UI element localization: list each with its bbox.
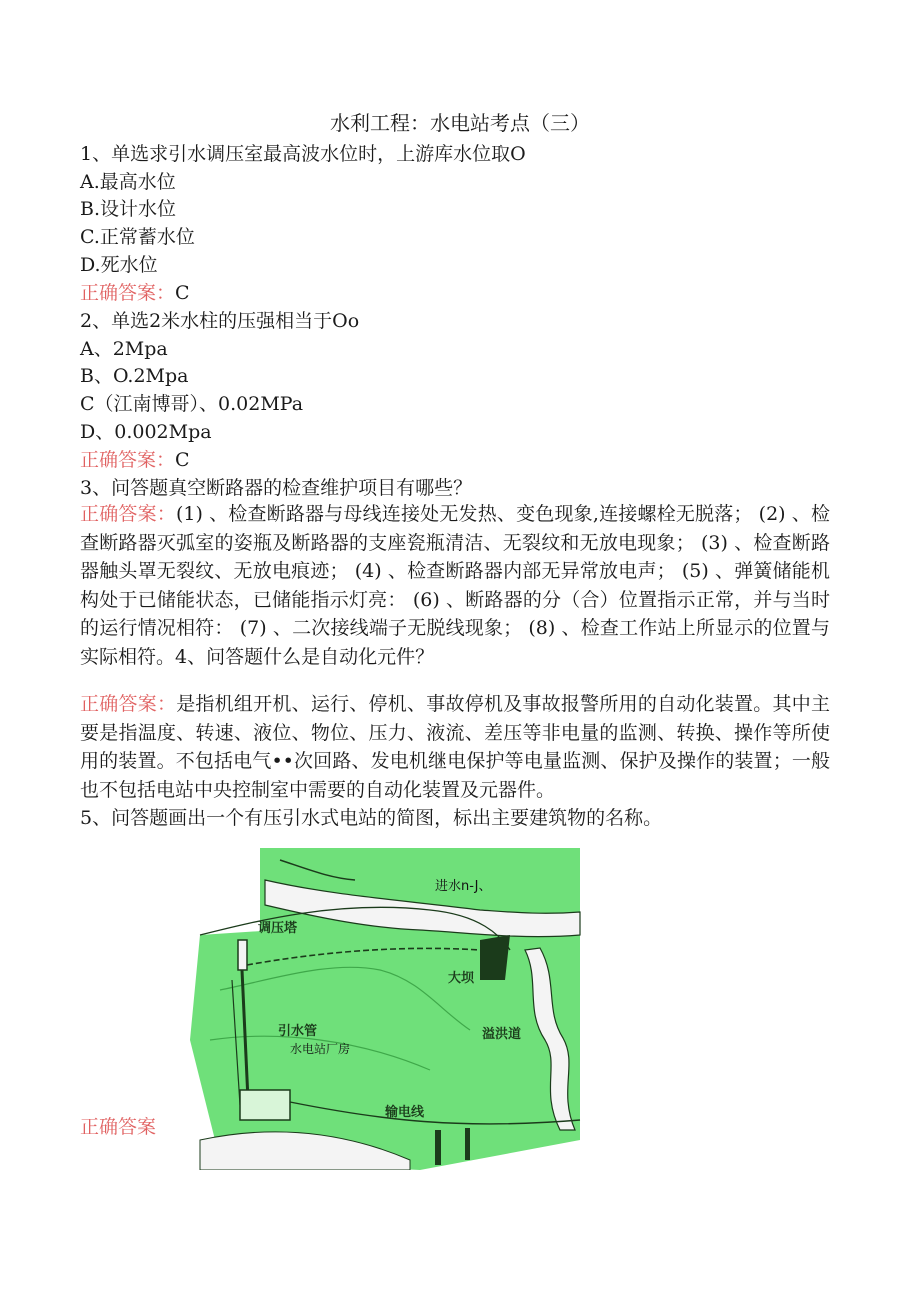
label-dam: 大坝 <box>448 971 475 986</box>
q5-answer-label: 正确答案 <box>80 1116 157 1138</box>
hydropower-diagram <box>180 840 600 1170</box>
q1-stem: 1、单选求引水调压室最高波水位时，上游库水位取O <box>80 143 526 165</box>
q2-option-c: C（江南博哥）、0.02MPa <box>80 393 304 415</box>
q1-option-d: D.死水位 <box>80 254 158 276</box>
q3-answer-label: 正确答案： <box>80 503 176 525</box>
q1-answer-value: C <box>175 282 190 304</box>
q2-answer <box>80 448 190 472</box>
powerhouse <box>240 1090 290 1120</box>
q1-option-c: C.正常蓄水位 <box>80 226 195 248</box>
q4-answer <box>80 690 830 804</box>
dam <box>480 935 510 980</box>
q1-option-a: A.最高水位 <box>80 171 176 193</box>
surge-tower <box>238 940 247 970</box>
q3-answer-text: (1) 、检查断路器与母线连接处无发热、变色现象,连接螺栓无脱落； (2) 、检查断路器灭弧室的姿瓶及断路器的支座瓷瓶清洁、无裂纹和无放电现象； (3) 、检查断路器触头罩无裂纹、无放电痕迹； (4) 、检查断路器内部无异常放电声； (5) 、弹簧储能机构处于已储能状态，已储能指示灯亮： (6) 、断路器的分（合）位置指示正常，并与当时的运行情况相符： (7) 、二次接线端子无脱线现象； (8) 、检查工作站上所显示的位置与实际相符。4、问答题什么是自动化元件？ <box>80 503 830 668</box>
q1-answer <box>80 281 190 305</box>
label-transmission-line: 输电线 <box>385 1105 425 1120</box>
q2-answer-label: 正确答案： <box>80 449 176 471</box>
page-title: 水利工程：水电站考点（三） <box>330 111 590 135</box>
q4-answer-label: 正确答案： <box>80 693 177 715</box>
label-penstock: 引水管 <box>278 1024 318 1039</box>
q2-option-d: D、0.002Mpa <box>80 421 212 443</box>
q1-answer-label: 正确答案： <box>80 282 176 304</box>
q2-answer-value: C <box>175 449 190 471</box>
label-intake: 进水n-J、 <box>435 879 492 894</box>
q2-option-a: A、2Mpa <box>80 338 168 360</box>
q2-option-b: B、O.2Mpa <box>80 365 189 387</box>
label-powerhouse: 水电站厂房 <box>290 1042 351 1056</box>
q1-option-b: B.设计水位 <box>80 198 177 220</box>
q3-answer <box>80 500 830 671</box>
q4-answer-text: 是指机组开机、运行、停机、事故停机及事故报警所用的自动化装置。其中主要是指温度、转速、液位、物位、压力、液流、差压等非电量的监测、转换、操作等所使用的装置。不包括电气••次回路、发电机继电保护等电量监测、保护及操作的装置；一般也不包括电站中央控制室中需要的自动化装置及元器件。 <box>80 693 830 801</box>
transmission-tower <box>435 1130 441 1165</box>
transmission-tower <box>465 1128 470 1160</box>
q3-stem: 3、问答题真空断路器的检查维护项目有哪些？ <box>80 477 473 499</box>
label-surge-tower: 调压塔 <box>258 921 298 936</box>
q5-stem: 5、问答题画出一个有压引水式电站的简图，标出主要建筑物的名称。 <box>80 807 663 829</box>
label-spillway: 溢洪道 <box>482 1027 522 1042</box>
q2-stem: 2、单选2米水柱的压强相当于Oo <box>80 310 360 332</box>
